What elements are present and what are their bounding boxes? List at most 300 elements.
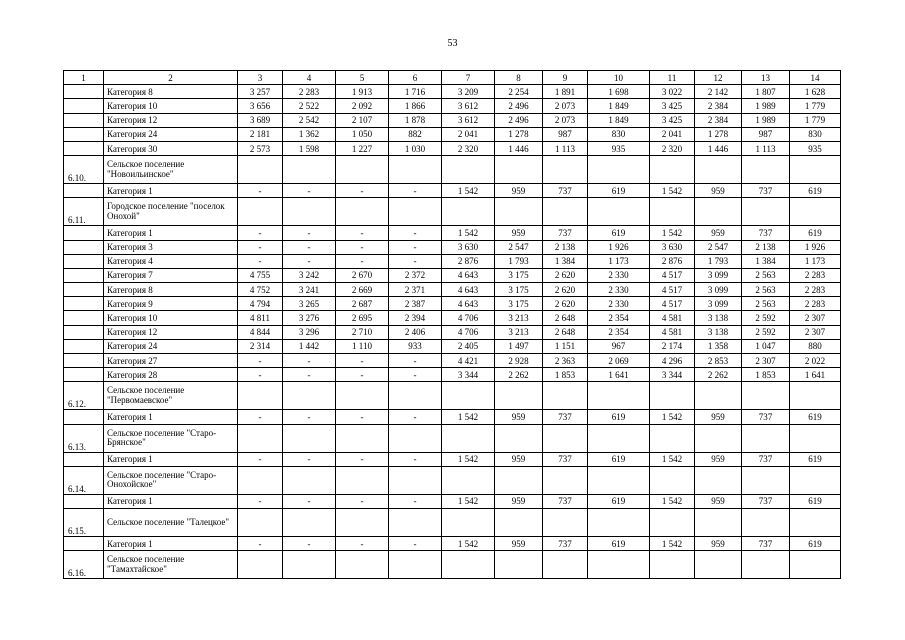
empty-cell	[283, 198, 336, 226]
table-row	[64, 268, 841, 282]
category-name: Категория 9	[104, 297, 238, 311]
value-cell: 3 276	[283, 311, 336, 325]
value-cell: 987	[543, 127, 588, 141]
section-number: 6.13.	[64, 424, 104, 452]
value-cell: 1 542	[650, 410, 695, 424]
value-cell: -	[389, 240, 442, 254]
value-cell: 2 387	[389, 297, 442, 311]
value-cell: 3 241	[283, 283, 336, 297]
empty-cell	[588, 551, 650, 579]
empty-cell	[742, 508, 790, 536]
empty-cell	[742, 551, 790, 579]
section-number: 6.11.	[64, 198, 104, 226]
value-cell: 959	[495, 184, 543, 198]
value-cell: 2 573	[238, 141, 283, 155]
empty-cell	[543, 424, 588, 452]
value-cell: 959	[695, 410, 742, 424]
table-row	[64, 536, 841, 550]
value-cell: 4 296	[650, 354, 695, 368]
value-cell: 1 849	[588, 99, 650, 113]
value-cell: 933	[389, 339, 442, 353]
value-cell: 1 030	[389, 141, 442, 155]
empty-cell	[389, 156, 442, 184]
empty-cell	[389, 382, 442, 410]
empty-cell	[588, 466, 650, 494]
value-cell: 737	[543, 452, 588, 466]
value-cell: 1 598	[283, 141, 336, 155]
value-cell: 2 406	[389, 325, 442, 339]
value-cell: 2 041	[442, 127, 495, 141]
table-row	[64, 113, 841, 127]
value-cell: 3 630	[650, 240, 695, 254]
value-cell: -	[336, 184, 389, 198]
row-number	[64, 354, 104, 368]
value-cell: 2 330	[588, 283, 650, 297]
value-cell: 3 242	[283, 268, 336, 282]
value-cell: 1 853	[543, 368, 588, 382]
value-cell: -	[238, 354, 283, 368]
empty-cell	[543, 508, 588, 536]
value-cell: 1 989	[742, 113, 790, 127]
value-cell: 1 497	[495, 339, 543, 353]
value-cell: 3 296	[283, 325, 336, 339]
category-name: Категория 1	[104, 226, 238, 240]
category-name: Категория 4	[104, 254, 238, 268]
row-number	[64, 536, 104, 550]
value-cell: -	[336, 254, 389, 268]
empty-cell	[442, 156, 495, 184]
value-cell: -	[389, 368, 442, 382]
value-cell: 2 138	[543, 240, 588, 254]
value-cell: -	[238, 226, 283, 240]
column-header: 6	[389, 71, 442, 85]
empty-cell	[495, 551, 543, 579]
value-cell: 1 384	[543, 254, 588, 268]
empty-cell	[588, 198, 650, 226]
value-cell: 1 446	[495, 141, 543, 155]
value-cell: 2 330	[588, 268, 650, 282]
value-cell: 619	[588, 536, 650, 550]
empty-cell	[695, 198, 742, 226]
value-cell: 1 542	[442, 184, 495, 198]
empty-cell	[389, 466, 442, 494]
value-cell: -	[389, 354, 442, 368]
table-row	[64, 354, 841, 368]
column-header: 5	[336, 71, 389, 85]
value-cell: 2 496	[495, 99, 543, 113]
value-cell: 1 779	[790, 99, 841, 113]
empty-cell	[238, 551, 283, 579]
value-cell: 2 138	[742, 240, 790, 254]
value-cell: 967	[588, 339, 650, 353]
empty-cell	[588, 382, 650, 410]
category-name: Категория 24	[104, 339, 238, 353]
value-cell: 3 689	[238, 113, 283, 127]
table-row	[64, 410, 841, 424]
value-cell: 4 643	[442, 283, 495, 297]
value-cell: 737	[543, 410, 588, 424]
category-name: Категория 1	[104, 536, 238, 550]
table-row	[64, 127, 841, 141]
value-cell: 959	[695, 184, 742, 198]
value-cell: -	[389, 494, 442, 508]
row-number	[64, 452, 104, 466]
value-cell: 959	[495, 226, 543, 240]
category-name: Категория 7	[104, 268, 238, 282]
empty-cell	[336, 198, 389, 226]
value-cell: 1 542	[442, 452, 495, 466]
empty-cell	[695, 551, 742, 579]
value-cell: 2 928	[495, 354, 543, 368]
empty-cell	[283, 424, 336, 452]
section-number: 6.15.	[64, 508, 104, 536]
value-cell: 1 050	[336, 127, 389, 141]
value-cell: 4 517	[650, 283, 695, 297]
value-cell: -	[336, 240, 389, 254]
value-cell: 2 670	[336, 268, 389, 282]
column-header: 14	[790, 71, 841, 85]
value-cell: 737	[742, 184, 790, 198]
value-cell: 2 363	[543, 354, 588, 368]
row-number	[64, 368, 104, 382]
value-cell: 3 630	[442, 240, 495, 254]
empty-cell	[336, 508, 389, 536]
value-cell: 4 421	[442, 354, 495, 368]
empty-cell	[336, 551, 389, 579]
table-row	[64, 368, 841, 382]
value-cell: -	[238, 452, 283, 466]
value-cell: -	[238, 494, 283, 508]
category-name: Категория 8	[104, 85, 238, 99]
empty-cell	[442, 424, 495, 452]
empty-cell	[650, 382, 695, 410]
value-cell: 3 099	[695, 297, 742, 311]
value-cell: 737	[742, 452, 790, 466]
empty-cell	[650, 424, 695, 452]
column-header: 1	[64, 71, 104, 85]
value-cell: 1 113	[543, 141, 588, 155]
empty-cell	[389, 508, 442, 536]
value-cell: 2 314	[238, 339, 283, 353]
value-cell: 1 278	[495, 127, 543, 141]
value-cell: 1 891	[543, 85, 588, 99]
table-row	[64, 99, 841, 113]
value-cell: 2 330	[588, 297, 650, 311]
table-row	[64, 254, 841, 268]
value-cell: 935	[588, 141, 650, 155]
value-cell: 737	[742, 410, 790, 424]
category-name: Категория 1	[104, 494, 238, 508]
empty-cell	[442, 198, 495, 226]
tariff-table	[63, 70, 841, 579]
value-cell: 2 092	[336, 99, 389, 113]
value-cell: 2 687	[336, 297, 389, 311]
value-cell: 3 175	[495, 268, 543, 282]
value-cell: -	[283, 494, 336, 508]
value-cell: 1 698	[588, 85, 650, 99]
value-cell: 2 069	[588, 354, 650, 368]
empty-cell	[650, 551, 695, 579]
value-cell: 619	[588, 494, 650, 508]
value-cell: -	[238, 240, 283, 254]
value-cell: -	[283, 368, 336, 382]
value-cell: 2 384	[695, 99, 742, 113]
section-name: Сельское поселение "Талецкое"	[104, 508, 238, 536]
value-cell: 2 669	[336, 283, 389, 297]
table-row	[64, 283, 841, 297]
value-cell: -	[238, 410, 283, 424]
value-cell: 1 641	[790, 368, 841, 382]
value-cell: 2 648	[543, 325, 588, 339]
value-cell: 959	[495, 410, 543, 424]
value-cell: 2 547	[695, 240, 742, 254]
column-header: 8	[495, 71, 543, 85]
value-cell: 4 755	[238, 268, 283, 282]
section-number: 6.14.	[64, 466, 104, 494]
value-cell: 737	[543, 536, 588, 550]
value-cell: 3 344	[442, 368, 495, 382]
value-cell: 737	[742, 226, 790, 240]
table-header-row	[64, 71, 841, 85]
empty-cell	[650, 508, 695, 536]
value-cell: 2 283	[790, 283, 841, 297]
value-cell: 830	[588, 127, 650, 141]
empty-cell	[790, 551, 841, 579]
value-cell: 2 876	[442, 254, 495, 268]
value-cell: 619	[790, 452, 841, 466]
empty-cell	[742, 424, 790, 452]
value-cell: -	[389, 536, 442, 550]
empty-cell	[695, 466, 742, 494]
value-cell: 1 853	[742, 368, 790, 382]
section-name: Сельское поселение "Новоильинское"	[104, 156, 238, 184]
value-cell: 4 752	[238, 283, 283, 297]
value-cell: 619	[588, 410, 650, 424]
value-cell: 2 853	[695, 354, 742, 368]
value-cell: 3 022	[650, 85, 695, 99]
value-cell: 1 113	[742, 141, 790, 155]
value-cell: 2 371	[389, 283, 442, 297]
empty-cell	[283, 382, 336, 410]
row-number	[64, 254, 104, 268]
category-name: Категория 8	[104, 283, 238, 297]
value-cell: 3 209	[442, 85, 495, 99]
value-cell: 3 344	[650, 368, 695, 382]
column-header: 10	[588, 71, 650, 85]
empty-cell	[283, 551, 336, 579]
value-cell: 1 542	[650, 536, 695, 550]
section-name: Сельское поселение "Старо-Онохойское"	[104, 466, 238, 494]
row-number	[64, 226, 104, 240]
value-cell: 737	[543, 184, 588, 198]
category-name: Категория 10	[104, 99, 238, 113]
value-cell: 2 174	[650, 339, 695, 353]
column-header: 3	[238, 71, 283, 85]
value-cell: 3 175	[495, 283, 543, 297]
value-cell: 830	[790, 127, 841, 141]
value-cell: 2 563	[742, 283, 790, 297]
section-number: 6.10.	[64, 156, 104, 184]
value-cell: -	[283, 254, 336, 268]
value-cell: 959	[495, 452, 543, 466]
empty-cell	[790, 156, 841, 184]
row-number	[64, 311, 104, 325]
category-name: Категория 30	[104, 141, 238, 155]
empty-cell	[495, 508, 543, 536]
value-cell: -	[238, 254, 283, 268]
value-cell: 1 151	[543, 339, 588, 353]
value-cell: 1 913	[336, 85, 389, 99]
value-cell: 2 547	[495, 240, 543, 254]
empty-cell	[495, 466, 543, 494]
value-cell: 3 425	[650, 99, 695, 113]
value-cell: 3 257	[238, 85, 283, 99]
value-cell: 959	[495, 536, 543, 550]
value-cell: -	[389, 410, 442, 424]
table-row	[64, 141, 841, 155]
value-cell: -	[389, 254, 442, 268]
value-cell: 1 878	[389, 113, 442, 127]
empty-cell	[389, 424, 442, 452]
value-cell: 1 227	[336, 141, 389, 155]
value-cell: 3 138	[695, 311, 742, 325]
value-cell: -	[336, 410, 389, 424]
category-name: Категория 24	[104, 127, 238, 141]
empty-cell	[442, 551, 495, 579]
value-cell: 1 542	[650, 226, 695, 240]
value-cell: 3 425	[650, 113, 695, 127]
column-header: 4	[283, 71, 336, 85]
empty-cell	[442, 382, 495, 410]
empty-cell	[790, 198, 841, 226]
value-cell: 3 612	[442, 99, 495, 113]
value-cell: 1 384	[742, 254, 790, 268]
value-cell: 4 811	[238, 311, 283, 325]
section-name: Сельское поселение "Первомаевское"	[104, 382, 238, 410]
value-cell: 2 542	[283, 113, 336, 127]
empty-cell	[283, 156, 336, 184]
value-cell: 2 142	[695, 85, 742, 99]
value-cell: 4 581	[650, 325, 695, 339]
value-cell: 4 517	[650, 297, 695, 311]
value-cell: 1 542	[442, 494, 495, 508]
value-cell: -	[283, 410, 336, 424]
empty-cell	[742, 198, 790, 226]
table-row	[64, 339, 841, 353]
value-cell: -	[336, 536, 389, 550]
value-cell: 959	[695, 452, 742, 466]
value-cell: 1 542	[650, 494, 695, 508]
value-cell: 1 989	[742, 99, 790, 113]
row-number	[64, 297, 104, 311]
empty-cell	[336, 156, 389, 184]
value-cell: 2 620	[543, 297, 588, 311]
table-row	[64, 494, 841, 508]
value-cell: 3 175	[495, 297, 543, 311]
value-cell: 1 779	[790, 113, 841, 127]
value-cell: -	[283, 536, 336, 550]
value-cell: 3 138	[695, 325, 742, 339]
empty-cell	[238, 466, 283, 494]
empty-cell	[742, 382, 790, 410]
value-cell: 619	[790, 226, 841, 240]
row-number	[64, 141, 104, 155]
section-row	[64, 466, 841, 494]
value-cell: 1 542	[650, 184, 695, 198]
value-cell: 2 496	[495, 113, 543, 127]
value-cell: 2 262	[495, 368, 543, 382]
value-cell: 1 358	[695, 339, 742, 353]
table-row	[64, 226, 841, 240]
table-row	[64, 297, 841, 311]
value-cell: 2 620	[543, 268, 588, 282]
empty-cell	[543, 156, 588, 184]
empty-cell	[336, 424, 389, 452]
value-cell: 1 362	[283, 127, 336, 141]
category-name: Категория 28	[104, 368, 238, 382]
empty-cell	[495, 382, 543, 410]
value-cell: -	[238, 368, 283, 382]
value-cell: 4 581	[650, 311, 695, 325]
value-cell: 987	[742, 127, 790, 141]
empty-cell	[543, 382, 588, 410]
table-row	[64, 325, 841, 339]
value-cell: 619	[790, 410, 841, 424]
empty-cell	[238, 156, 283, 184]
value-cell: 1 442	[283, 339, 336, 353]
value-cell: 2 307	[790, 311, 841, 325]
value-cell: 4 844	[238, 325, 283, 339]
empty-cell	[650, 198, 695, 226]
value-cell: 2 522	[283, 99, 336, 113]
empty-cell	[742, 466, 790, 494]
value-cell: 4 706	[442, 325, 495, 339]
value-cell: 2 107	[336, 113, 389, 127]
section-row	[64, 198, 841, 226]
empty-cell	[588, 156, 650, 184]
row-number	[64, 268, 104, 282]
value-cell: 619	[790, 494, 841, 508]
row-number	[64, 325, 104, 339]
value-cell: -	[283, 452, 336, 466]
value-cell: -	[389, 184, 442, 198]
value-cell: 2 372	[389, 268, 442, 282]
value-cell: 959	[695, 536, 742, 550]
category-name: Категория 1	[104, 452, 238, 466]
value-cell: 2 022	[790, 354, 841, 368]
value-cell: 1 807	[742, 85, 790, 99]
row-number	[64, 283, 104, 297]
value-cell: 1 110	[336, 339, 389, 353]
empty-cell	[495, 424, 543, 452]
value-cell: 3 612	[442, 113, 495, 127]
value-cell: 2 563	[742, 297, 790, 311]
row-number	[64, 113, 104, 127]
section-row	[64, 382, 841, 410]
section-name: Сельское поселение "Тамахтайское"	[104, 551, 238, 579]
value-cell: 2 354	[588, 311, 650, 325]
value-cell: -	[389, 452, 442, 466]
page-number: 53	[447, 38, 458, 49]
value-cell: 1 446	[695, 141, 742, 155]
empty-cell	[650, 156, 695, 184]
value-cell: 2 592	[742, 325, 790, 339]
empty-cell	[790, 466, 841, 494]
value-cell: 2 254	[495, 85, 543, 99]
value-cell: -	[238, 536, 283, 550]
value-cell: 619	[790, 536, 841, 550]
value-cell: 1 542	[442, 410, 495, 424]
